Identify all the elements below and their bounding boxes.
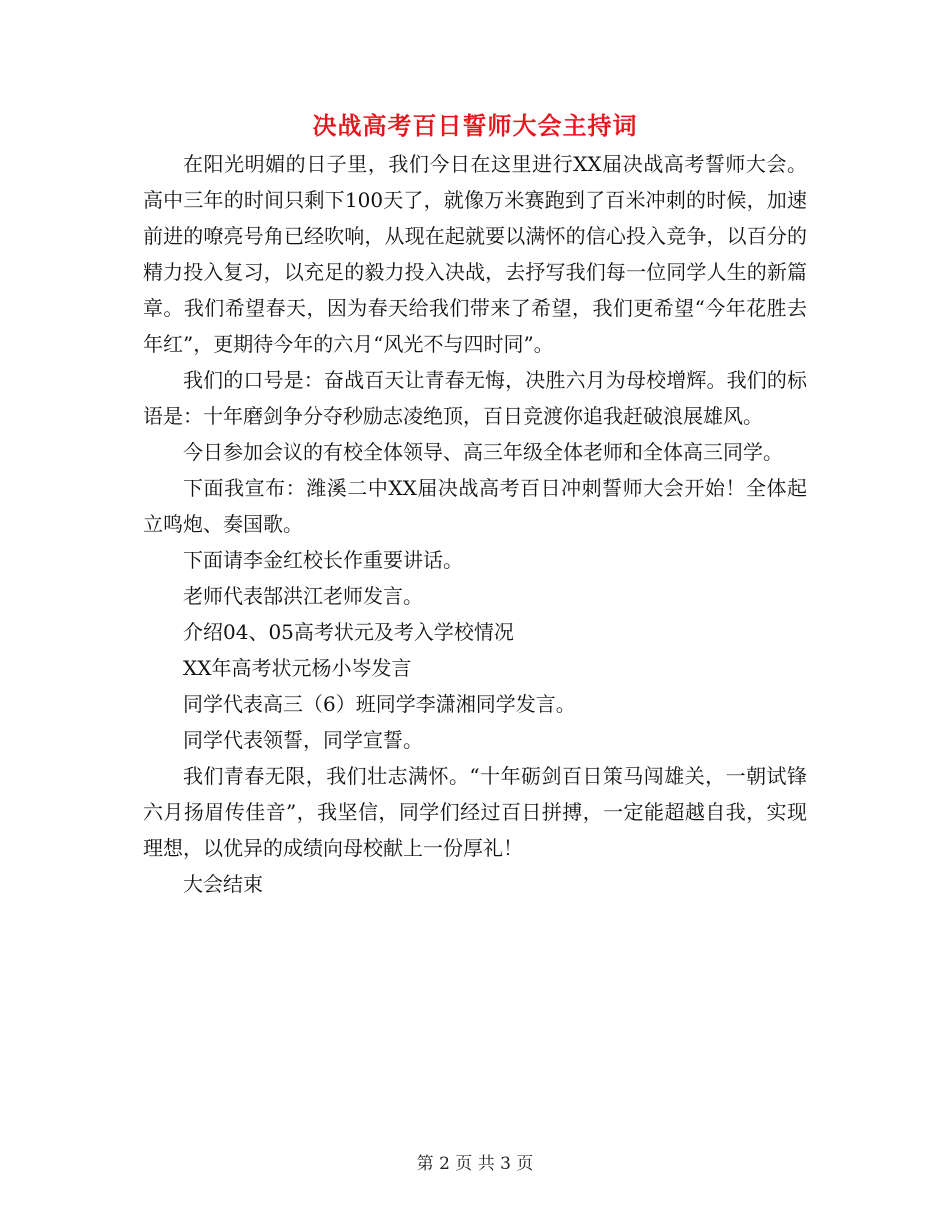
paragraph-announcement: 下面我宣布：潍溪二中XX届决战高考百日冲刺誓师大会开始！全体起立鸣炮、奏国歌。 bbox=[143, 476, 807, 536]
paragraph-top-scorer-speech: XX年高考状元杨小岑发言 bbox=[183, 656, 412, 680]
page-number: 第 2 页 共 3 页 bbox=[416, 1154, 534, 1174]
paragraph-principal-speech: 下面请李金红校长作重要讲话。 bbox=[183, 548, 463, 572]
paragraph-oath: 同学代表领誓，同学宣誓。 bbox=[183, 728, 423, 752]
paragraph-teacher-speech: 老师代表郜洪江老师发言。 bbox=[183, 584, 423, 608]
document-body bbox=[143, 146, 807, 902]
paragraph-attendees: 今日参加会议的有校全体领导、高三年级全体老师和全体高三同学。 bbox=[183, 440, 783, 464]
paragraph-student-speech: 同学代表高三（6）班同学李潇湘同学发言。 bbox=[183, 692, 576, 716]
paragraph-slogan: 我们的口号是：奋战百天让青春无悔，决胜六月为母校增辉。我们的标语是：十年磨剑争分夺秒励志凌绝顶，百日竞渡你追我赶破浪展雄风。 bbox=[143, 368, 807, 428]
paragraph-closing: 我们青春无限，我们壮志满怀。“十年砺剑百日策马闯雄关，一朝试锋六月扬眉传佳音”，我坚信，同学们经过百日拼搏，一定能超越自我，实现理想，以优异的成绩向母校献上一份厚礼！ bbox=[143, 764, 807, 860]
paragraph-end: 大会结束 bbox=[183, 872, 263, 896]
document-title: 决战高考百日誓师大会主持词 bbox=[312, 111, 638, 140]
paragraph-opening: 在阳光明媚的日子里，我们今日在这里进行XX届决战高考誓师大会。高中三年的时间只剩下100天了，就像万米赛跑到了百米冲刺的时候，加速前进的嘹亮号角已经吹响，从现在起就要以满怀的信心投入竞争，以百分的精力投入复习，以充足的毅力投入决战，去抒写我们每一位同学人生的新篇章。我们希望春天，因为春天给我们带来了希望，我们更希望“今年花胜去年红”，更期待今年的六月“风光不与四时同”。 bbox=[143, 152, 807, 356]
paragraph-top-scorers: 介绍04、05高考状元及考入学校情况 bbox=[183, 620, 514, 644]
